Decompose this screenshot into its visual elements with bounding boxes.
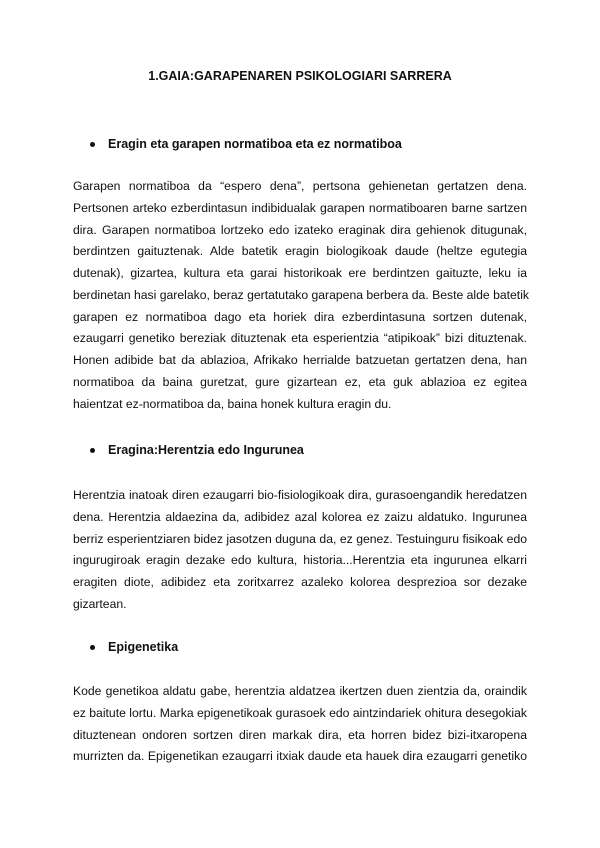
- section-heading-text: Eragin eta garapen normatiboa eta ez normatiboa: [108, 137, 402, 151]
- section-heading: [90, 137, 402, 151]
- paragraph-line: berdintzen gaituztenak. Alde batetik eragin biologikoak daude (heltze egutegia: [73, 244, 527, 259]
- paragraph-line: dena. Herentzia aldaezina da, adibidez azal kolorea ez zaizu aldatuko. Ingurunea: [73, 509, 527, 524]
- paragraph-line: murrizten da. Epigenetikan ezaugarri itxiak daude eta hauek dira ezaugarri genetiko: [73, 749, 527, 764]
- paragraph-line: dira. Garapen normatiboa lortzeko edo izateko eraginak dira gehienok ditugunak,: [73, 222, 527, 237]
- paragraph: [73, 485, 527, 616]
- paragraph-line: berdinetan hasi garelako, beraz gertatutako garapena berbera da. Beste alde batetik: [73, 287, 529, 302]
- paragraph: [73, 176, 527, 415]
- paragraph-line: ingurugiroak eragin dezake edo kultura, historia...Herentzia eta ingurunea elkarri: [73, 553, 527, 568]
- paragraph-line: garapen ez normatiboa dago eta horiek dira ezberdintasuna sortzen dutenak,: [73, 309, 527, 324]
- paragraph-line: dituztenean ondoren sortzen diren markak dira, eta horren bidez bizi-itxaropena: [73, 727, 527, 742]
- paragraph-line: ez baitute lortu. Marka epigenetikoak gurasoek edo aintzindariek ohitura desegokiak: [73, 705, 527, 720]
- paragraph-line: ezaugarri genetiko bereziak dituztenak eta esperientzia “atipikoak” bizi dituztenak.: [73, 331, 527, 346]
- bullet-icon: [90, 448, 95, 453]
- paragraph-line: eragiten diote, adibidez eta zoritxarrez azaleko kolorea desprezioa sor dezake: [73, 575, 527, 589]
- paragraph-line: Garapen normatiboa da “espero dena”, pertsona gehienetan gertatzen dena.: [73, 179, 527, 193]
- paragraph-line: berriz esperientziaren bidez jasotzen duguna da, ez genez. Testuinguru fisikoak edo: [73, 531, 527, 546]
- paragraph-line: Kode genetikoa aldatu gabe, herentzia aldatzea ikertzen duen zientzia da, oraindik: [73, 684, 527, 698]
- bullet-icon: [90, 645, 95, 650]
- paragraph-line: normatiboa da baina guretzat, gure gizartean ez, eta guk ablazioa ez egitea: [73, 374, 527, 389]
- paragraph-line: Pertsonen arteko ezberdintasun indibidualak garapen normatiboaren barne sartzen: [73, 200, 527, 215]
- section-heading-text: Eragina:Herentzia edo Ingurunea: [108, 443, 304, 457]
- section-heading: [90, 640, 178, 654]
- paragraph-line: Herentzia inatoak diren ezaugarri bio-fisiologikoak dira, gurasoengandik heredatzen: [73, 488, 527, 502]
- paragraph-line: haientzat ez-normatiboa da, baina honek kultura eragin du.: [73, 396, 392, 411]
- paragraph-line: Honen adibide bat da ablazioa, Afrikako herrialde batzuetan gertatzen dena, han: [73, 353, 527, 367]
- section-heading-text: Epigenetika: [108, 640, 179, 654]
- bullet-icon: [90, 142, 95, 147]
- paragraph-line: dutenak), gizartea, kultura eta garai historikoak ere berdintzen gaituzte, leku ia: [73, 266, 527, 280]
- paragraph: [73, 681, 527, 768]
- section-heading: [90, 443, 304, 457]
- paragraph-line: gizartean.: [73, 596, 127, 611]
- page-title: 1.GAIA:GARAPENAREN PSIKOLOGIARI SARRERA: [148, 69, 452, 83]
